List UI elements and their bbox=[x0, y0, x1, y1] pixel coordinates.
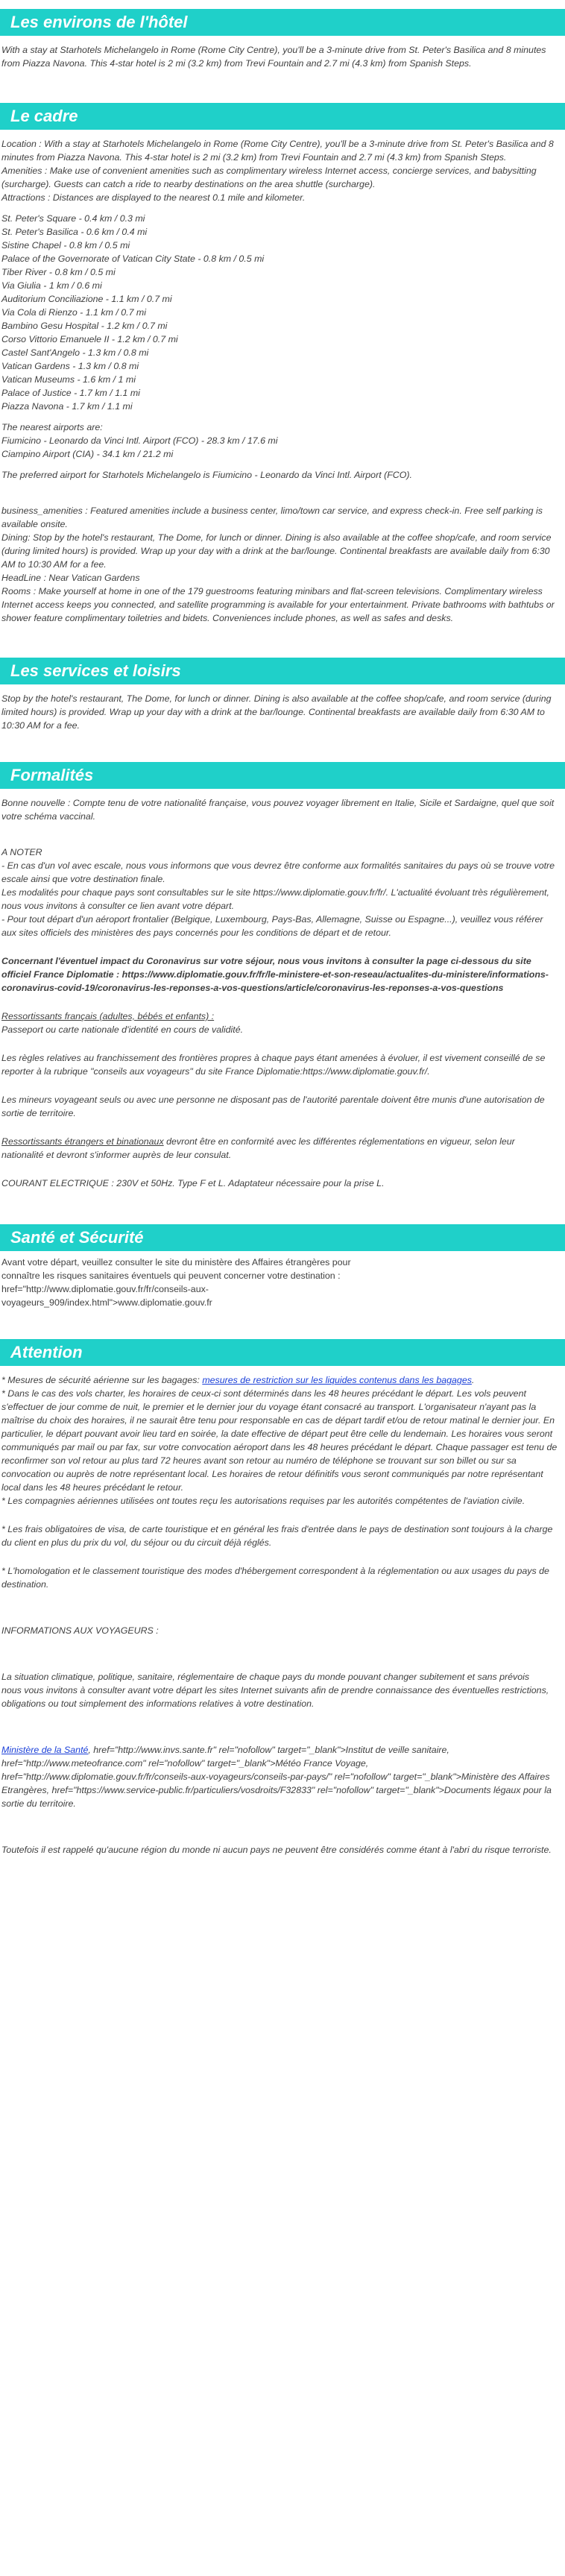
list-item: Via Giulia - 1 km / 0.6 mi bbox=[1, 280, 102, 291]
list-item: Sistine Chapel - 0.8 km / 0.5 mi bbox=[1, 240, 130, 251]
section-cadre bbox=[0, 103, 565, 625]
infos-voyageurs-title: INFORMATIONS AUX VOYAGEURS : bbox=[1, 1625, 159, 1636]
list-item: Piazza Navona - 1.7 km / 1.1 mi bbox=[1, 401, 133, 412]
liquids-restriction-link[interactable]: mesures de restriction sur les liquides contenus dans les bagages bbox=[202, 1375, 472, 1385]
a-noter: A NOTER bbox=[1, 847, 42, 857]
list-item: Vatican Museums - 1.6 km / 1 mi bbox=[1, 374, 136, 385]
list-item: Tiber River - 0.8 km / 0.5 mi bbox=[1, 267, 116, 277]
courant-electrique: COURANT ELECTRIQUE : 230V et 50Hz. Type F et L. Adaptateur nécessaire pour la prise L. bbox=[1, 1178, 385, 1188]
list-item: Bambino Gesu Hospital - 1.2 km / 0.7 mi bbox=[1, 321, 168, 331]
cadre-attractions: Attractions : Distances are displayed to the nearest 0.1 mile and kilometer. bbox=[1, 192, 306, 203]
ressortissants-francais-label: Ressortissants français (adultes, bébés et enfants) : bbox=[1, 1011, 215, 1021]
note-modalites: Les modalités pour chaque pays sont consultables sur le site https://www.diplomatie.gouv.fr/fr/. L'actualité évoluant très régulièrement, nous vous invitons à consulter ce lien avant votre départ. bbox=[1, 887, 549, 911]
ministere-sante-link[interactable]: Ministère de la Santé bbox=[1, 1745, 89, 1755]
headline-text: HeadLine : Near Vatican Gardens bbox=[1, 573, 140, 583]
list-item: Fiumicino - Leonardo da Vinci Intl. Airport (FCO) - 28.3 km / 17.6 mi bbox=[1, 435, 278, 446]
toutefois-text: Toutefois il est rappelé qu'aucune région du monde ni aucun pays ne peuvent être considérés comme étant à l'abri du risque terroriste. bbox=[1, 1845, 552, 1855]
preferred-airport: The preferred airport for Starhotels Michelangelo is Fiumicino - Leonardo da Vinci Intl. Airport (FCO). bbox=[1, 470, 412, 480]
services-text: Stop by the hotel's restaurant, The Dome, for lunch or dinner. Dining is also available at the coffee shop/cafe, and room service (during limited hours) is provided. Wrap up your day with a drink at the bar/lounge. Continental breakfasts are available daily from 6:30 AM to 10:30 AM for a fee. bbox=[1, 693, 552, 731]
section-sante bbox=[0, 1224, 565, 1309]
list-item: St. Peter's Square - 0.4 km / 0.3 mi bbox=[1, 213, 145, 224]
list-item: Castel Sant'Angelo - 1.3 km / 0.8 mi bbox=[1, 347, 149, 358]
environs-text: With a stay at Starhotels Michelangelo in Rome (Rome City Centre), you'll be a 3-minute drive from St. Peter's Basilica and 8 minutes from Piazza Navona. This 4-star hotel is 2 mi (3.2 km) from Trevi Fountain and 2.7 mi (4.3 km) from Spanish Steps. bbox=[1, 45, 546, 69]
section-attention bbox=[0, 1339, 565, 1857]
list-item: St. Peter's Basilica - 0.6 km / 0.4 mi bbox=[1, 227, 148, 237]
useful-links bbox=[1, 1743, 559, 1810]
rooms-text: Rooms : Make yourself at home in one of the 179 guestrooms featuring minibars and flat-screen televisions. Complimentary wireless Internet access keeps you connected, and satellite programming is available for your entertainment. Private bathrooms with bathtubs or shower feature complimentary toiletries and bidets. Conveniences include phones, as well as safes and desks. bbox=[1, 586, 555, 623]
note-escale: - En cas d'un vol avec escale, nous vous informons que vous devrez être conforme aux formalités sanitaires du pays où se trouve votre escale ainsi que votre destination finale. bbox=[1, 860, 555, 884]
airport-list bbox=[1, 434, 559, 461]
distance-list bbox=[1, 212, 559, 413]
invitons-text: nous vous invitons à consulter avant votre départ les sites Internet suivants afin de prendre connaissance des éventuelles restrictions, obligations ou tout simplement des informations relatives à votre destination. bbox=[1, 1685, 549, 1709]
list-item: Vatican Gardens - 1.3 km / 0.8 mi bbox=[1, 361, 139, 371]
homologation: * L'homologation et le classement touristique des modes d'hébergement correspondent à la réglementation ou aux usages du pays de destination. bbox=[1, 1566, 549, 1590]
note-frontalier: - Pour tout départ d'un aéroport frontalier (Belgique, Luxembourg, Pays-Bas, Allemagne, Suisse ou Espagne...), veuillez vous référer aux sites officiels des ministères des pays concernés pour les conditions de départ et de retour. bbox=[1, 914, 543, 938]
list-item: Ciampino Airport (CIA) - 34.1 km / 21.2 mi bbox=[1, 449, 174, 459]
section-title-attention: Attention bbox=[0, 1339, 565, 1366]
airports-title: The nearest airports are: bbox=[1, 422, 103, 432]
section-title-formalites: Formalités bbox=[0, 762, 565, 789]
section-title-services: Les services et loisirs bbox=[0, 658, 565, 684]
cadre-location: Location : With a stay at Starhotels Michelangelo in Rome (Rome City Centre), you'll be a 3-minute drive from St. Peter's Basilica and 8 minutes from Piazza Navona. This 4-star hotel is 2 mi (3.2 km) from Trevi Fountain and 2.7 mi (4.3 km) from Spanish Steps. bbox=[1, 139, 554, 163]
compagnies-aeriennes: * Les compagnies aériennes utilisées ont toutes reçu les autorisations requises par les autorités compétentes de l'aviation civile. bbox=[1, 1496, 525, 1506]
section-environs bbox=[0, 9, 565, 70]
section-formalites bbox=[0, 762, 565, 1190]
section-title-environs: Les environs de l'hôtel bbox=[0, 9, 565, 36]
section-title-sante: Santé et Sécurité bbox=[0, 1224, 565, 1251]
sante-text: Avant votre départ, veuillez consulter le site du ministère des Affaires étrangères pour connaître les risques sanitaires éventuels qui peuvent concerner votre destination : href="http://www.diplomatie.gouv.fr/fr/conseils-aux-voyageurs_909/index.html">www.diplomatie.gouv.fr bbox=[1, 1257, 351, 1308]
list-item: Palace of Justice - 1.7 km / 1.1 mi bbox=[1, 388, 140, 398]
frais-obligatoires: * Les frais obligatoires de visa, de carte touristique et en général les frais d'entrée dans le pays de destination sont toujours à la charge du client en plus du prix du vol, du séjour ou du circuit déjà réglés. bbox=[1, 1524, 553, 1548]
vols-charter: * Dans le cas des vols charter, les horaires de ceux-ci sont déterminés dans les 48 heures précédant le départ. Les vols peuvent s'effectuer de jour comme de nuit, le premier et le dernier jour du voyage étant consacré au transport. L'organisateur n'ayant pas la maîtrise du choix des horaires, il ne saurait être tenu pour responsable en cas de départ tardif et/ou de retour matinal le dernier jour. En particulier, le départ pouvant avoir lieu tard en soirée, la date effective de départ peut être celle du lendemain. Les horaires vous seront communiqués par mail ou par fax, sur votre convocation aéroport dans les 48 heures précédant le départ. Chaque passager est tenu de reconfirmer son vol retour au plus tard 72 heures avant son retour au numéro de téléphone se trouvant sur son billet ou sur sa convocation ou auprès de notre représentant local. Les horaires de retour définitifs vous seront communiqués par notre représentant local dans les 48 heures précédant le retour. bbox=[1, 1388, 558, 1493]
business-amenities: business_amenities : Featured amenities include a business center, limo/town car service, and express check-in. Free self parking is available onsite. bbox=[1, 506, 543, 529]
cadre-amenities: Amenities : Make use of convenient amenities such as complimentary wireless Internet access, concierge services, and babysitting (surcharge). Guests can catch a ride to nearby destinations on the area shuttle (surcharge). bbox=[1, 166, 537, 189]
list-item: Auditorium Conciliazione - 1.1 km / 0.7 mi bbox=[1, 294, 172, 304]
ressortissants-francais-text: Passeport ou carte nationale d'identité en cours de validité. bbox=[1, 1024, 244, 1035]
dining-text: Dining: Stop by the hotel's restaurant, The Dome, for lunch or dinner. Dining is also available at the coffee shop/cafe, and room service (during limited hours) is provided. Wrap up your day with a drink at the bar/lounge. Continental breakfasts are available daily from 6:30 AM to 10:30 AM for a fee. bbox=[1, 532, 552, 570]
coronavirus-notice: Concernant l'éventuel impact du Coronavirus sur votre séjour, nous vous invitons à consulter la page ci-dessous du site officiel France Diplomatie : https://www.diplomatie.gouv.fr/fr/le-ministere-et-son-reseau/actualites-du-ministere/informations-coronavirus-covid-19/coronavirus-les-reponses-a-vos-questions/article/coronavirus-les-reponses-a-vos-questions bbox=[1, 956, 549, 993]
mesures-suffix: . bbox=[471, 1375, 475, 1385]
list-item: Corso Vittorio Emanuele II - 1.2 km / 0.7 mi bbox=[1, 334, 178, 344]
section-title-cadre: Le cadre bbox=[0, 103, 565, 130]
mesures-bagages bbox=[1, 1373, 559, 1387]
ressortissants-etrangers-label: Ressortissants étrangers et binationaux bbox=[1, 1136, 164, 1147]
situation-text: La situation climatique, politique, sanitaire, réglementaire de chaque pays du monde pouvant changer subitement et sans prévois bbox=[1, 1672, 530, 1682]
regles-frontieres: Les règles relatives au franchissement des frontières propres à chaque pays étant amenées à évoluer, il est vivement conseillé de se reporter à la rubrique "conseils aux voyageurs" du site France Diplomatie:https://www.diplomatie.gouv.fr/. bbox=[1, 1053, 546, 1077]
bonne-nouvelle: Bonne nouvelle : Compte tenu de votre nationalité française, vous pouvez voyager librement en Italie, Sicile et Sardaigne, quel que soit votre schéma vaccinal. bbox=[1, 798, 555, 822]
ressortissants-etrangers bbox=[1, 1135, 559, 1162]
mesures-prefix: * Mesures de sécurité aérienne sur les bagages: bbox=[1, 1375, 203, 1385]
list-item: Palace of the Governorate of Vatican City State - 0.8 km / 0.5 mi bbox=[1, 253, 265, 264]
mineurs-text: Les mineurs voyageant seuls ou avec une personne ne disposant pas de l'autorité parentale doivent être munis d'une autorisation de sortie de territoire. bbox=[1, 1095, 545, 1118]
useful-links-text: , href="http://www.invs.sante.fr" rel="nofollow" target="_blank">Institut de veille sanitaire, href="http://www.meteofrance.com" rel="nofollow" target="_blank">Météo France Voyage, href="http://www.diplomatie.gouv.fr/fr/conseils-aux-voyageurs/conseils-par-pays/" rel="nofollow" target="_blank">Ministère des Affaires Etrangères, href="https://www.service-public.fr/particuliers/vosdroits/F32833" rel="nofollow" target="_blank">Documents légaux pour la sortie du territoire. bbox=[1, 1745, 552, 1809]
section-services bbox=[0, 658, 565, 732]
list-item: Via Cola di Rienzo - 1.1 km / 0.7 mi bbox=[1, 307, 146, 318]
ressortissants-etrangers-text: devront être en conformité avec les différentes réglementations en vigueur, selon leur nationalité et devront s'informer auprès de leur consulat. bbox=[1, 1136, 515, 1160]
page bbox=[0, 9, 565, 1857]
